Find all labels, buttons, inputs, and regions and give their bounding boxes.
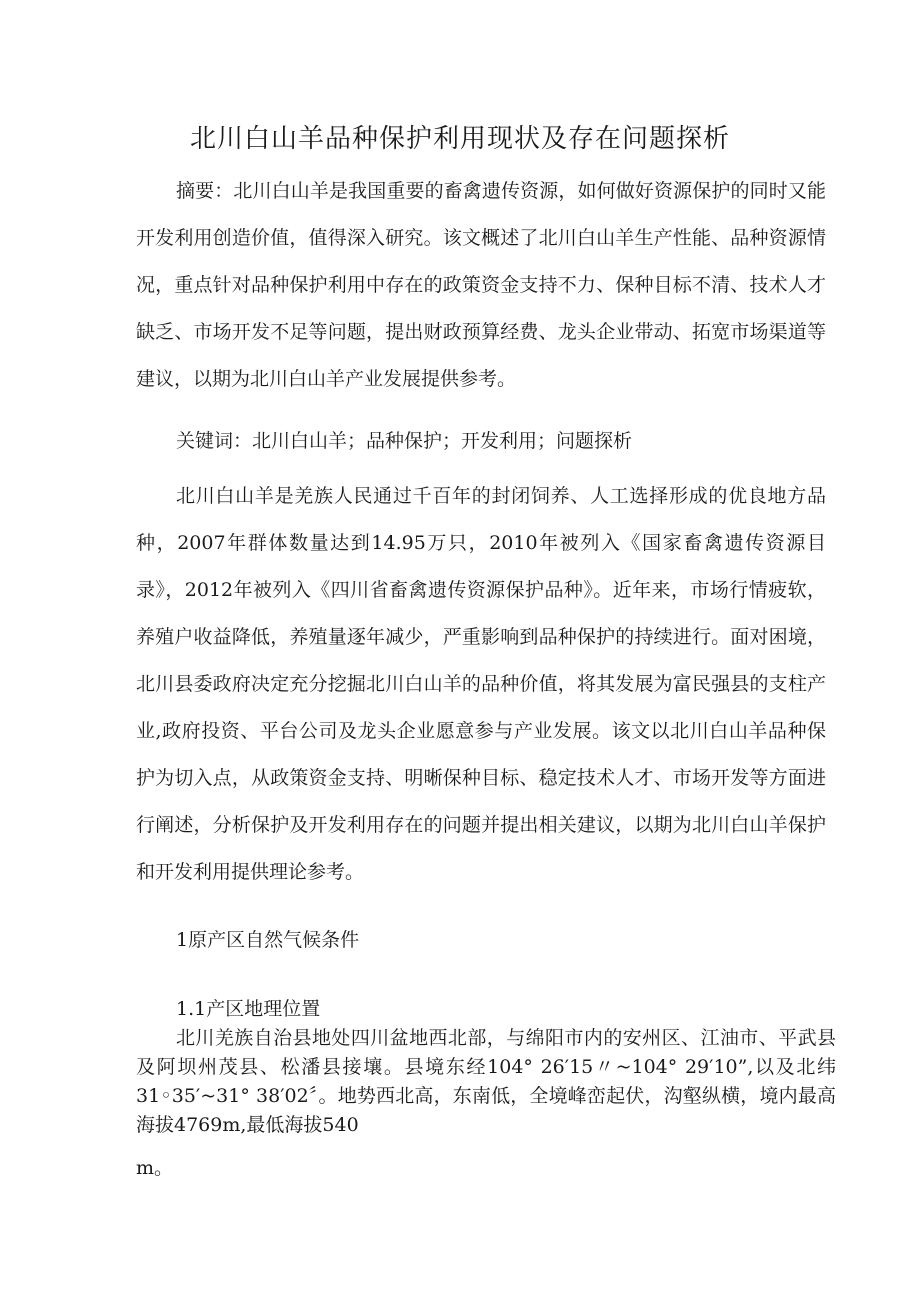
section-heading-1: 1原产区自然气候条件 [176, 929, 360, 951]
keywords-paragraph: 关键词：北川白山羊；品种保护；开发利用；问题探析 [176, 430, 633, 452]
section-body-tail: m。 [136, 1157, 174, 1179]
section-heading-1-1: 1.1产区地理位置 [176, 998, 321, 1020]
intro-paragraph: 北川白山羊是羌族人民通过千百年的封闭饲养、人工选择形成的优良地方品种，2007年群体数量达到14.95万只，2010年被列入《国家畜禽遗传资源目录》，2012年被列入《四川省畜禽遗传资源保护品种》。近年来，市场行情疲软，养殖户收益降低，养殖量逐年减少，严重影响到品种保护的持续进行。面对困境，北川县委政府决定充分挖掘北川白山羊的品种价值，将其发展为富民强县的支柱产业,政府投资、平台公司及龙头企业愿意参与产业发展。该文以北川白山羊品种保护为切入点，从政策资金支持、明晰保种目标、稳定技术人才、市场开发等方面进行阐述，分析保护及开发利用存在的问题并提出相关建议，以期为北川白山羊保护和开发利用提供理论参考。 [136, 485, 826, 883]
section-body-paragraph: 北川羌族自治县地处四川盆地西北部，与绵阳市内的安州区、江油市、平武县及阿坝州茂县、松潘县接壤。县境东经104° 26′15〃~104° 29′10”,以及北纬31◦35′~31° 38′02〞。地势西北高，东南低，全境峰峦起伏，沟壑纵横，境内最高海拔4769m,最低海拔540 [136, 1027, 836, 1136]
document-title: 北川白山羊品种保护利用现状及存在问题探析 [189, 124, 730, 154]
abstract-paragraph: 摘要：北川白山羊是我国重要的畜禽遗传资源，如何做好资源保护的同时又能开发利用创造价值，值得深入研究。该文概述了北川白山羊生产性能、品种资源情况，重点针对品种保护利用中存在的政策资金支持不力、保种目标不清、技术人才缺乏、市场开发不足等问题，提出财政预算经费、龙头企业带动、拓宽市场渠道等建议，以期为北川白山羊产业发展提供参考。 [136, 180, 826, 390]
